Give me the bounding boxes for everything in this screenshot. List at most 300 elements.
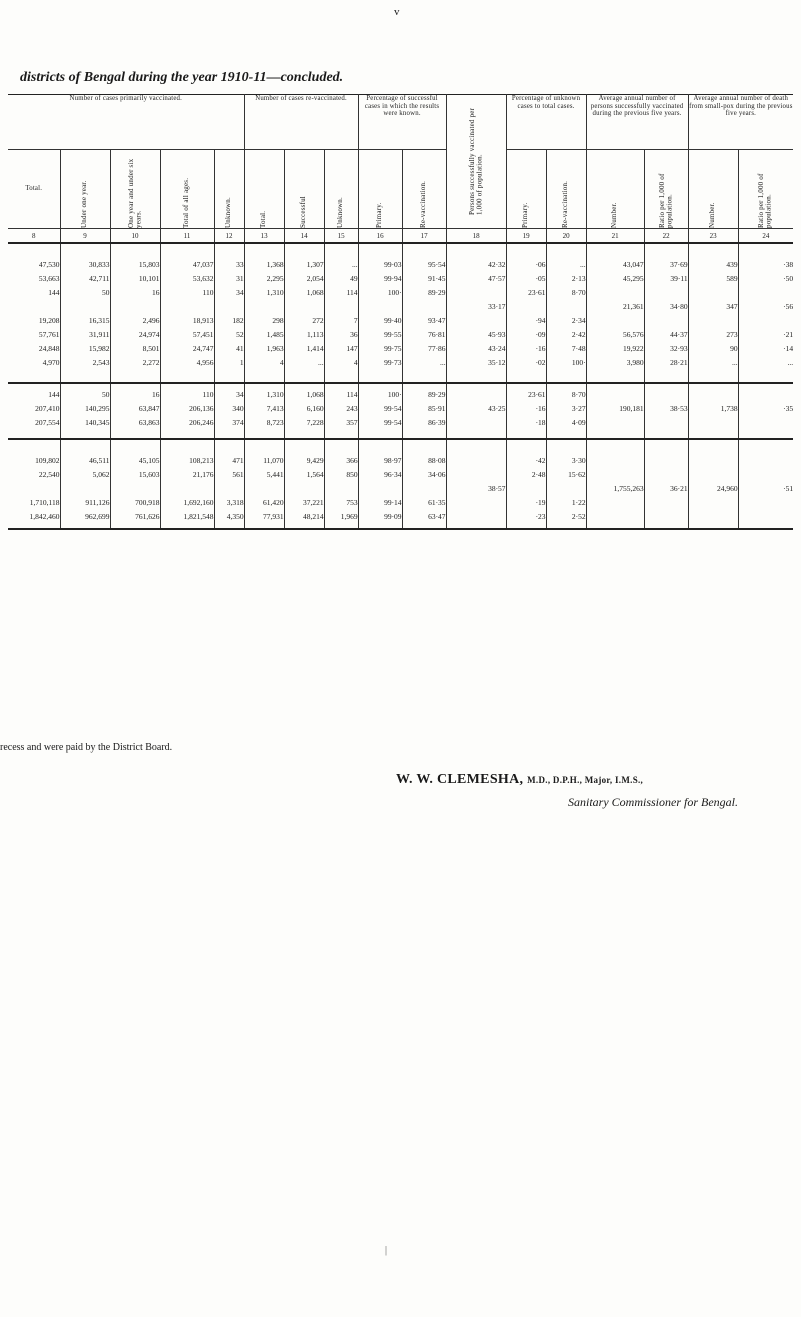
table-cell: 48,214: [284, 510, 324, 529]
table-row: [8, 402, 793, 416]
table-cell: 2,543: [60, 356, 110, 383]
table-cell: 24,974: [110, 328, 160, 342]
table-cell: 88·08: [402, 439, 446, 468]
table-cell: [586, 314, 644, 328]
table-cell: 206,136: [160, 402, 214, 416]
table-cell: ·09: [506, 328, 546, 342]
table-cell: [546, 300, 586, 314]
table-cell: 99·75: [358, 342, 402, 356]
header-avg-number: Number.: [586, 150, 644, 229]
table-cell: [324, 300, 358, 314]
table-cell: 1,068: [284, 383, 324, 402]
table-cell: 96·34: [358, 468, 402, 482]
table-cell: 98·97: [358, 439, 402, 468]
table-cell: 46,511: [60, 439, 110, 468]
page-marker: v: [394, 6, 400, 18]
table-cell: 1,485: [244, 328, 284, 342]
table-cell: 91·45: [402, 272, 446, 286]
table-cell: [8, 482, 60, 496]
table-cell: 90: [688, 342, 738, 356]
table-cell: 206,246: [160, 416, 214, 439]
table-cell: 1,307: [284, 243, 324, 272]
table-cell: [738, 383, 793, 402]
table-cell: ·16: [506, 342, 546, 356]
table-cell: 8·70: [546, 383, 586, 402]
table-cell: 110: [160, 286, 214, 300]
table-cell: 3,980: [586, 356, 644, 383]
table-cell: 298: [244, 314, 284, 328]
table-cell: [358, 300, 402, 314]
table-cell: 100·: [546, 356, 586, 383]
table-cell: ·19: [506, 496, 546, 510]
table-cell: 39·11: [644, 272, 688, 286]
table-cell: 33: [214, 243, 244, 272]
table-cell: 99·73: [358, 356, 402, 383]
table-cell: 4: [324, 356, 358, 383]
table-cell: 182: [214, 314, 244, 328]
table-cell: [738, 468, 793, 482]
table-row: [8, 356, 793, 383]
table-cell: 1,310: [244, 286, 284, 300]
table-cell: [586, 383, 644, 402]
table-row: [8, 272, 793, 286]
table-cell: [644, 468, 688, 482]
col-num: 19: [506, 229, 546, 244]
table-cell: 24,960: [688, 482, 738, 496]
table-cell: 23·61: [506, 383, 546, 402]
col-num: 16: [358, 229, 402, 244]
table-cell: 37,221: [284, 496, 324, 510]
table-cell: ·42: [506, 439, 546, 468]
table-cell: [738, 510, 793, 529]
table-cell: ·16: [506, 402, 546, 416]
table-cell: [214, 300, 244, 314]
table-cell: 15,603: [110, 468, 160, 482]
table-cell: ...: [688, 356, 738, 383]
table-cell: 2·42: [546, 328, 586, 342]
table-cell: 45·93: [446, 328, 506, 342]
table-cell: [446, 468, 506, 482]
table-cell: 7,413: [244, 402, 284, 416]
table-cell: 4: [244, 356, 284, 383]
table-cell: 76·81: [402, 328, 446, 342]
table-cell: 1,310: [244, 383, 284, 402]
table-cell: 16: [110, 383, 160, 402]
table-cell: 1,738: [688, 402, 738, 416]
table-cell: ·38: [783, 260, 794, 269]
table-cell: 52: [214, 328, 244, 342]
table-cell: 144: [8, 286, 60, 300]
table-cell: 147: [324, 342, 358, 356]
table-cell: 1,969: [324, 510, 358, 529]
table-cell: [688, 439, 738, 468]
col-num: 21: [586, 229, 644, 244]
table-cell: 18,913: [160, 314, 214, 328]
table-cell: 3·30: [546, 439, 586, 468]
col-num: 8: [8, 229, 60, 244]
table-cell: [644, 416, 688, 439]
table-cell: 99·03: [358, 243, 402, 272]
table-cell: [446, 286, 506, 300]
table-cell: [644, 286, 688, 300]
table-cell: [738, 314, 793, 328]
col-num: 9: [60, 229, 110, 244]
table-cell: 357: [324, 416, 358, 439]
header-pct-primary: Primary.: [358, 150, 402, 229]
table-cell: ...: [284, 356, 324, 383]
table-cell: [160, 482, 214, 496]
table-cell: ·50: [783, 274, 794, 283]
table-row: [8, 300, 793, 314]
table-cell: 99·14: [358, 496, 402, 510]
table-cell: 77,931: [244, 510, 284, 529]
table-cell: 21,361: [586, 300, 644, 314]
table-cell: 57,451: [160, 328, 214, 342]
table-cell: 8,501: [110, 342, 160, 356]
table-cell: 114: [324, 286, 358, 300]
table-cell: 23·61: [506, 286, 546, 300]
table-cell: 3·27: [546, 402, 586, 416]
table-cell: 8,723: [244, 416, 284, 439]
table-cell: [586, 416, 644, 439]
table-cell: [586, 468, 644, 482]
table-cell: [738, 286, 793, 300]
table-cell: 753: [324, 496, 358, 510]
table-cell: 63,847: [110, 402, 160, 416]
table-cell: 95·54: [402, 243, 446, 272]
table-cell: 1,564: [284, 468, 324, 482]
header-death-number: Number.: [688, 150, 738, 229]
col-num: 20: [546, 229, 586, 244]
table-cell: 77·86: [402, 342, 446, 356]
table-cell: 15,803: [110, 243, 160, 272]
table-cell: 15,982: [60, 342, 110, 356]
table-cell: 5,441: [244, 468, 284, 482]
table-cell: 61·35: [402, 496, 446, 510]
table-row: [8, 243, 793, 272]
table-cell: 114: [324, 383, 358, 402]
header-avg-ratio: Ratio per 1,000 of population.: [644, 150, 688, 229]
table-cell: 2,054: [284, 272, 324, 286]
table-cell: 21,176: [160, 468, 214, 482]
table-row: [8, 342, 793, 356]
header-reva-unknown: Unknown.: [324, 150, 358, 229]
table-cell: 24,747: [160, 342, 214, 356]
table-cell: [688, 383, 738, 402]
table-cell: 42·32: [446, 243, 506, 272]
table-cell: 86·39: [402, 416, 446, 439]
table-cell: 43·25: [446, 402, 506, 416]
table-cell: 1,113: [284, 328, 324, 342]
table-cell: [644, 496, 688, 510]
table-cell: [586, 439, 644, 468]
table-row: [8, 496, 793, 510]
table-cell: [644, 383, 688, 402]
col-num: 12: [214, 229, 244, 244]
header-pct-success: Percentage of successful cases in which the results were known.: [358, 95, 446, 150]
footer-note: recess and were paid by the District Board.: [0, 742, 173, 753]
table-cell: 31: [214, 272, 244, 286]
table-cell: 37·69: [644, 243, 688, 272]
col-num: 24: [738, 229, 793, 244]
table-cell: 9,429: [284, 439, 324, 468]
table-cell: 8·70: [546, 286, 586, 300]
table-cell: 4,956: [160, 356, 214, 383]
table-cell: 33·17: [446, 300, 506, 314]
col-num: 15: [324, 229, 358, 244]
table-cell: 42,711: [60, 272, 110, 286]
table-cell: 61,420: [244, 496, 284, 510]
table-cell: 243: [324, 402, 358, 416]
col-num: 11: [160, 229, 214, 244]
table-cell: [244, 482, 284, 496]
table-cell: [324, 482, 358, 496]
col-num: 10: [110, 229, 160, 244]
table-cell: 34·06: [402, 468, 446, 482]
table-cell: [688, 314, 738, 328]
table-cell: 63·47: [402, 510, 446, 529]
table-cell: 1,755,263: [586, 482, 644, 496]
table-cell: 56,576: [586, 328, 644, 342]
table-cell: 19,922: [586, 342, 644, 356]
header-reva-successful: Successful: [284, 150, 324, 229]
table-cell: 36·21: [644, 482, 688, 496]
table-row: [8, 286, 793, 300]
signature-role: Sanitary Commissioner for Bengal.: [568, 795, 738, 809]
table-cell: 99·40: [358, 314, 402, 328]
header-unk-primary: Primary.: [506, 150, 546, 229]
table-cell: 340: [214, 402, 244, 416]
col-num: 22: [644, 229, 688, 244]
table-cell: 89·29: [402, 286, 446, 300]
table-cell: [644, 510, 688, 529]
table-cell: [688, 496, 738, 510]
table-cell: [738, 496, 793, 510]
table-cell: 99·55: [358, 328, 402, 342]
table-cell: 207,554: [8, 416, 60, 439]
table-cell: ·94: [506, 314, 546, 328]
table-cell: 140,295: [60, 402, 110, 416]
table-cell: 44·37: [644, 328, 688, 342]
table-cell: 2·34: [546, 314, 586, 328]
header-reva-total: Total.: [244, 150, 284, 229]
table-cell: 5,062: [60, 468, 110, 482]
page-heading: districts of Bengal during the year 1910-11—concluded.: [20, 70, 344, 85]
table-cell: [358, 482, 402, 496]
table-cell: ...: [324, 243, 358, 272]
table-cell: 100·: [358, 286, 402, 300]
table-cell: ·02: [506, 356, 546, 383]
signature-name: W. W. CLEMESHA,: [396, 772, 524, 787]
table-cell: 45,295: [586, 272, 644, 286]
table-cell: 50: [60, 383, 110, 402]
table-row: [8, 510, 793, 529]
table-cell: 7·48: [546, 342, 586, 356]
column-number-row: [8, 229, 793, 244]
table-cell: [284, 482, 324, 496]
table-cell: 34: [214, 286, 244, 300]
table-cell: 190,181: [586, 402, 644, 416]
table-cell: 89·29: [402, 383, 446, 402]
table-cell: 16: [110, 286, 160, 300]
table-cell: 2,295: [244, 272, 284, 286]
table-cell: 2,272: [110, 356, 160, 383]
header-total: Total.: [8, 150, 60, 229]
header-unk-revacc: Re-vaccination.: [546, 150, 586, 229]
header-revacc: Number of cases re-vaccinated.: [244, 95, 358, 150]
table-cell: [8, 300, 60, 314]
table-cell: ·18: [506, 416, 546, 439]
scan-mark: |: [385, 1245, 388, 1256]
table-cell: 374: [214, 416, 244, 439]
table-cell: [738, 439, 793, 468]
table-cell: 85·91: [402, 402, 446, 416]
header-primary: Number of cases primarily vaccinated.: [8, 95, 244, 150]
statistics-table: [8, 94, 793, 530]
table-cell: 272: [284, 314, 324, 328]
table-cell: 31,911: [60, 328, 110, 342]
table-cell: ...: [402, 356, 446, 383]
table-cell: 207,410: [8, 402, 60, 416]
table-cell: 43,047: [586, 243, 644, 272]
table-cell: [586, 510, 644, 529]
table-cell: 144: [8, 383, 60, 402]
table-cell: ...: [738, 356, 793, 383]
table-cell: 7: [324, 314, 358, 328]
table-cell: 45,105: [110, 439, 160, 468]
table-cell: 273: [688, 328, 738, 342]
table-cell: 4·09: [546, 416, 586, 439]
table-cell: 38·53: [644, 402, 688, 416]
table-cell: 47,037: [160, 243, 214, 272]
table-cell: 439: [688, 243, 738, 272]
table-cell: [446, 314, 506, 328]
table-cell: 32·93: [644, 342, 688, 356]
header-pct-revacc: Re-vaccination.: [402, 150, 446, 229]
table-cell: [506, 482, 546, 496]
table-cell: 110: [160, 383, 214, 402]
table-cell: 93·47: [402, 314, 446, 328]
table-cell: 962,699: [60, 510, 110, 529]
col-num: 18: [446, 229, 506, 244]
table-cell: 15·62: [546, 468, 586, 482]
table-cell: 35·12: [446, 356, 506, 383]
table-cell: 2,496: [110, 314, 160, 328]
table-cell: [402, 300, 446, 314]
table-cell: 99·54: [358, 416, 402, 439]
table-row: [8, 416, 793, 439]
table-row: [8, 383, 793, 402]
table-cell: 1,692,160: [160, 496, 214, 510]
table-cell: [244, 300, 284, 314]
header-death-ratio: Ratio per 1,000 of population.: [738, 150, 793, 229]
table-group-2: [8, 383, 793, 439]
table-cell: 43·24: [446, 342, 506, 356]
table-cell: [688, 510, 738, 529]
col-num: 13: [244, 229, 284, 244]
table-cell: 700,918: [110, 496, 160, 510]
col-num: 14: [284, 229, 324, 244]
table-cell: 99·94: [358, 272, 402, 286]
table-cell: 49: [324, 272, 358, 286]
table-cell: [688, 416, 738, 439]
table-cell: 57,761: [8, 328, 60, 342]
table-cell: 50: [60, 286, 110, 300]
table-cell: 561: [214, 468, 244, 482]
table-cell: [688, 468, 738, 482]
table-cell: 2·48: [506, 468, 546, 482]
table-cell: 63,863: [110, 416, 160, 439]
table-cell: 850: [324, 468, 358, 482]
table-group-1: [8, 243, 793, 383]
table-cell: 99·54: [358, 402, 402, 416]
table-cell: 34: [214, 383, 244, 402]
table-cell: 2·52: [546, 510, 586, 529]
table-cell: 366: [324, 439, 358, 468]
table-cell: 47,530: [8, 243, 60, 272]
table-cell: 24,848: [8, 342, 60, 356]
table-cell: 1,842,460: [8, 510, 60, 529]
table-cell: ·05: [506, 272, 546, 286]
table-cell: [738, 416, 793, 439]
signature-quals: M.D., D.P.H., Major, I.M.S.,: [527, 775, 644, 785]
table-cell: ·21: [783, 330, 794, 339]
table-cell: 99·09: [358, 510, 402, 529]
table-cell: 53,632: [160, 272, 214, 286]
header-avg-vacc: Average annual number of persons successfully vaccinated during the previous five years.: [586, 95, 688, 150]
table-cell: 1,963: [244, 342, 284, 356]
table-cell: 1: [214, 356, 244, 383]
table-cell: 30,833: [60, 243, 110, 272]
table-cell: 1,710,118: [8, 496, 60, 510]
header-pct-unknown: Percentage of unknown cases to total cases.: [506, 95, 586, 150]
table-cell: 109,802: [8, 439, 60, 468]
col-num: 17: [402, 229, 446, 244]
table-cell: 16,315: [60, 314, 110, 328]
table-cell: [446, 383, 506, 402]
table-cell: 1,068: [284, 286, 324, 300]
table-cell: [110, 300, 160, 314]
table-cell: ·14: [783, 344, 794, 353]
table-cell: [506, 300, 546, 314]
table-cell: [446, 439, 506, 468]
header-one-six: One year and under six years.: [110, 150, 160, 229]
table-cell: [644, 439, 688, 468]
header-under-one: Under one year.: [60, 150, 110, 229]
table-cell: ·23: [506, 510, 546, 529]
table-cell: ·06: [506, 243, 546, 272]
table-cell: 41: [214, 342, 244, 356]
table-cell: [214, 482, 244, 496]
table-cell: 11,070: [244, 439, 284, 468]
table-cell: [586, 496, 644, 510]
table-cell: [60, 300, 110, 314]
table-cell: 1,414: [284, 342, 324, 356]
table-cell: 471: [214, 439, 244, 468]
table-cell: 28·21: [644, 356, 688, 383]
table-cell: 1,368: [244, 243, 284, 272]
table-cell: 911,126: [60, 496, 110, 510]
table-cell: [446, 416, 506, 439]
table-cell: 761,626: [110, 510, 160, 529]
table-cell: 6,160: [284, 402, 324, 416]
header-avg-death: Average annual number of death from small-pox during the previous five years.: [688, 95, 793, 150]
table-cell: [160, 300, 214, 314]
table-group-3: [8, 439, 793, 529]
table-row: [8, 439, 793, 468]
table-cell: 347: [688, 300, 738, 314]
table-cell: 53,663: [8, 272, 60, 286]
